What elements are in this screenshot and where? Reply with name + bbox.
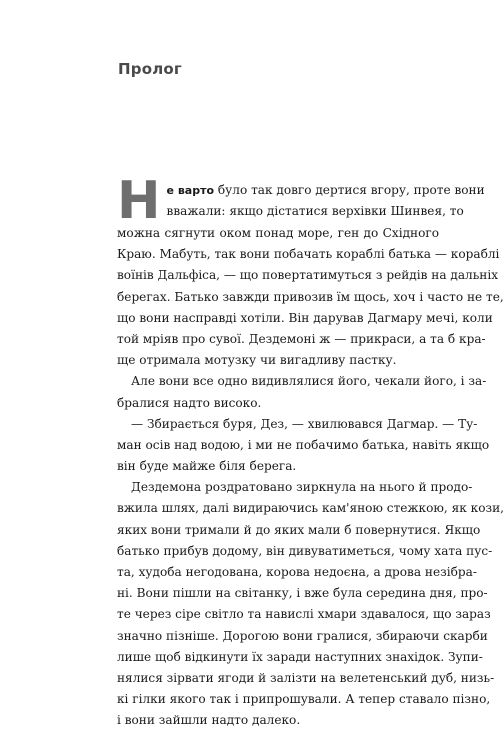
body-text [117, 171, 504, 732]
text-line: воїнів Дальфіса, — що повертатимуться з рейдів на дальніх [117, 268, 499, 283]
text-line: значно пізніше. Дорогою вони гралися, збираючи скарби [117, 628, 488, 643]
text-line: батько прибув додому, він дивуватиметься, чому хата пус- [117, 543, 493, 558]
text-line: те через сіре світло та навислі хмари здавалося, що зараз [117, 607, 491, 622]
drop-cap: Н [117, 171, 161, 231]
text-line [117, 180, 485, 201]
text-line: Краю. Мабуть, так вони побачать кораблі батька — кораблі [117, 247, 500, 262]
paragraph-2 [117, 371, 487, 413]
page-title: Пролог [118, 60, 182, 78]
text-line: нялися зірвати ягоди й залізти на велетенський дуб, низь- [117, 670, 495, 685]
lead-word: е варто [166, 184, 215, 197]
text-line: ще отримала мотузку чи вигадливу пастку. [117, 353, 397, 368]
text-line: лише щоб відкинути їх заради наступних знахідок. Зупи- [117, 649, 483, 664]
text-line: Дездемона роздратовано зиркнула на нього й продо- [131, 480, 473, 495]
text-line: вважали: якщо дістатися верхівки Шинвея, то [166, 204, 464, 219]
text-line: він буде майже біля берега. [117, 459, 297, 474]
paragraph-1 [117, 171, 504, 371]
text-line: той мріяв про сувої. Дездемоні ж — прикраси, а та б кра- [117, 331, 486, 346]
text-line: кі гілки якого так і припрошували. А тепер ставало пізно, [117, 692, 491, 707]
text-line: ман осів над водою, і ми не побачимо батька, навіть якщо [117, 437, 490, 452]
paragraph-4 [117, 477, 504, 731]
text-line: берегах. Батько завжди привозив їм щось, хоч і часто не те, [117, 289, 504, 304]
text-line: бралися надто високо. [117, 395, 262, 410]
text-line: ні. Вони пішли на світанку, і вже була середина дня, про- [117, 586, 488, 601]
text-line: можна сягнути оком понад море, ген до Східного [117, 226, 439, 240]
paragraph-3 [117, 414, 490, 478]
text-line: та, худоба негодована, корова недоєна, а дрова незібра- [117, 565, 477, 579]
text-line: що вони насправді хотіли. Він дарував Дагмару мечі, коли [117, 310, 493, 325]
text-line: Але вони все одно видивлялися його, чекали його, і за- [131, 374, 487, 389]
text-line: яких вони тримали й до яких мали б повернутися. Якщо [117, 522, 481, 537]
text-line-fragment: було так довго дертися вгору, проте вони [214, 183, 485, 197]
text-line: — Збирається буря, Дез, — хвилювався Дагмар. — Ту- [131, 416, 478, 431]
text-line: вжила шлях, далі видираючись кам'яною стежкою, як кози, [117, 501, 504, 516]
text-line: і вони зайшли надто далеко. [117, 713, 301, 728]
